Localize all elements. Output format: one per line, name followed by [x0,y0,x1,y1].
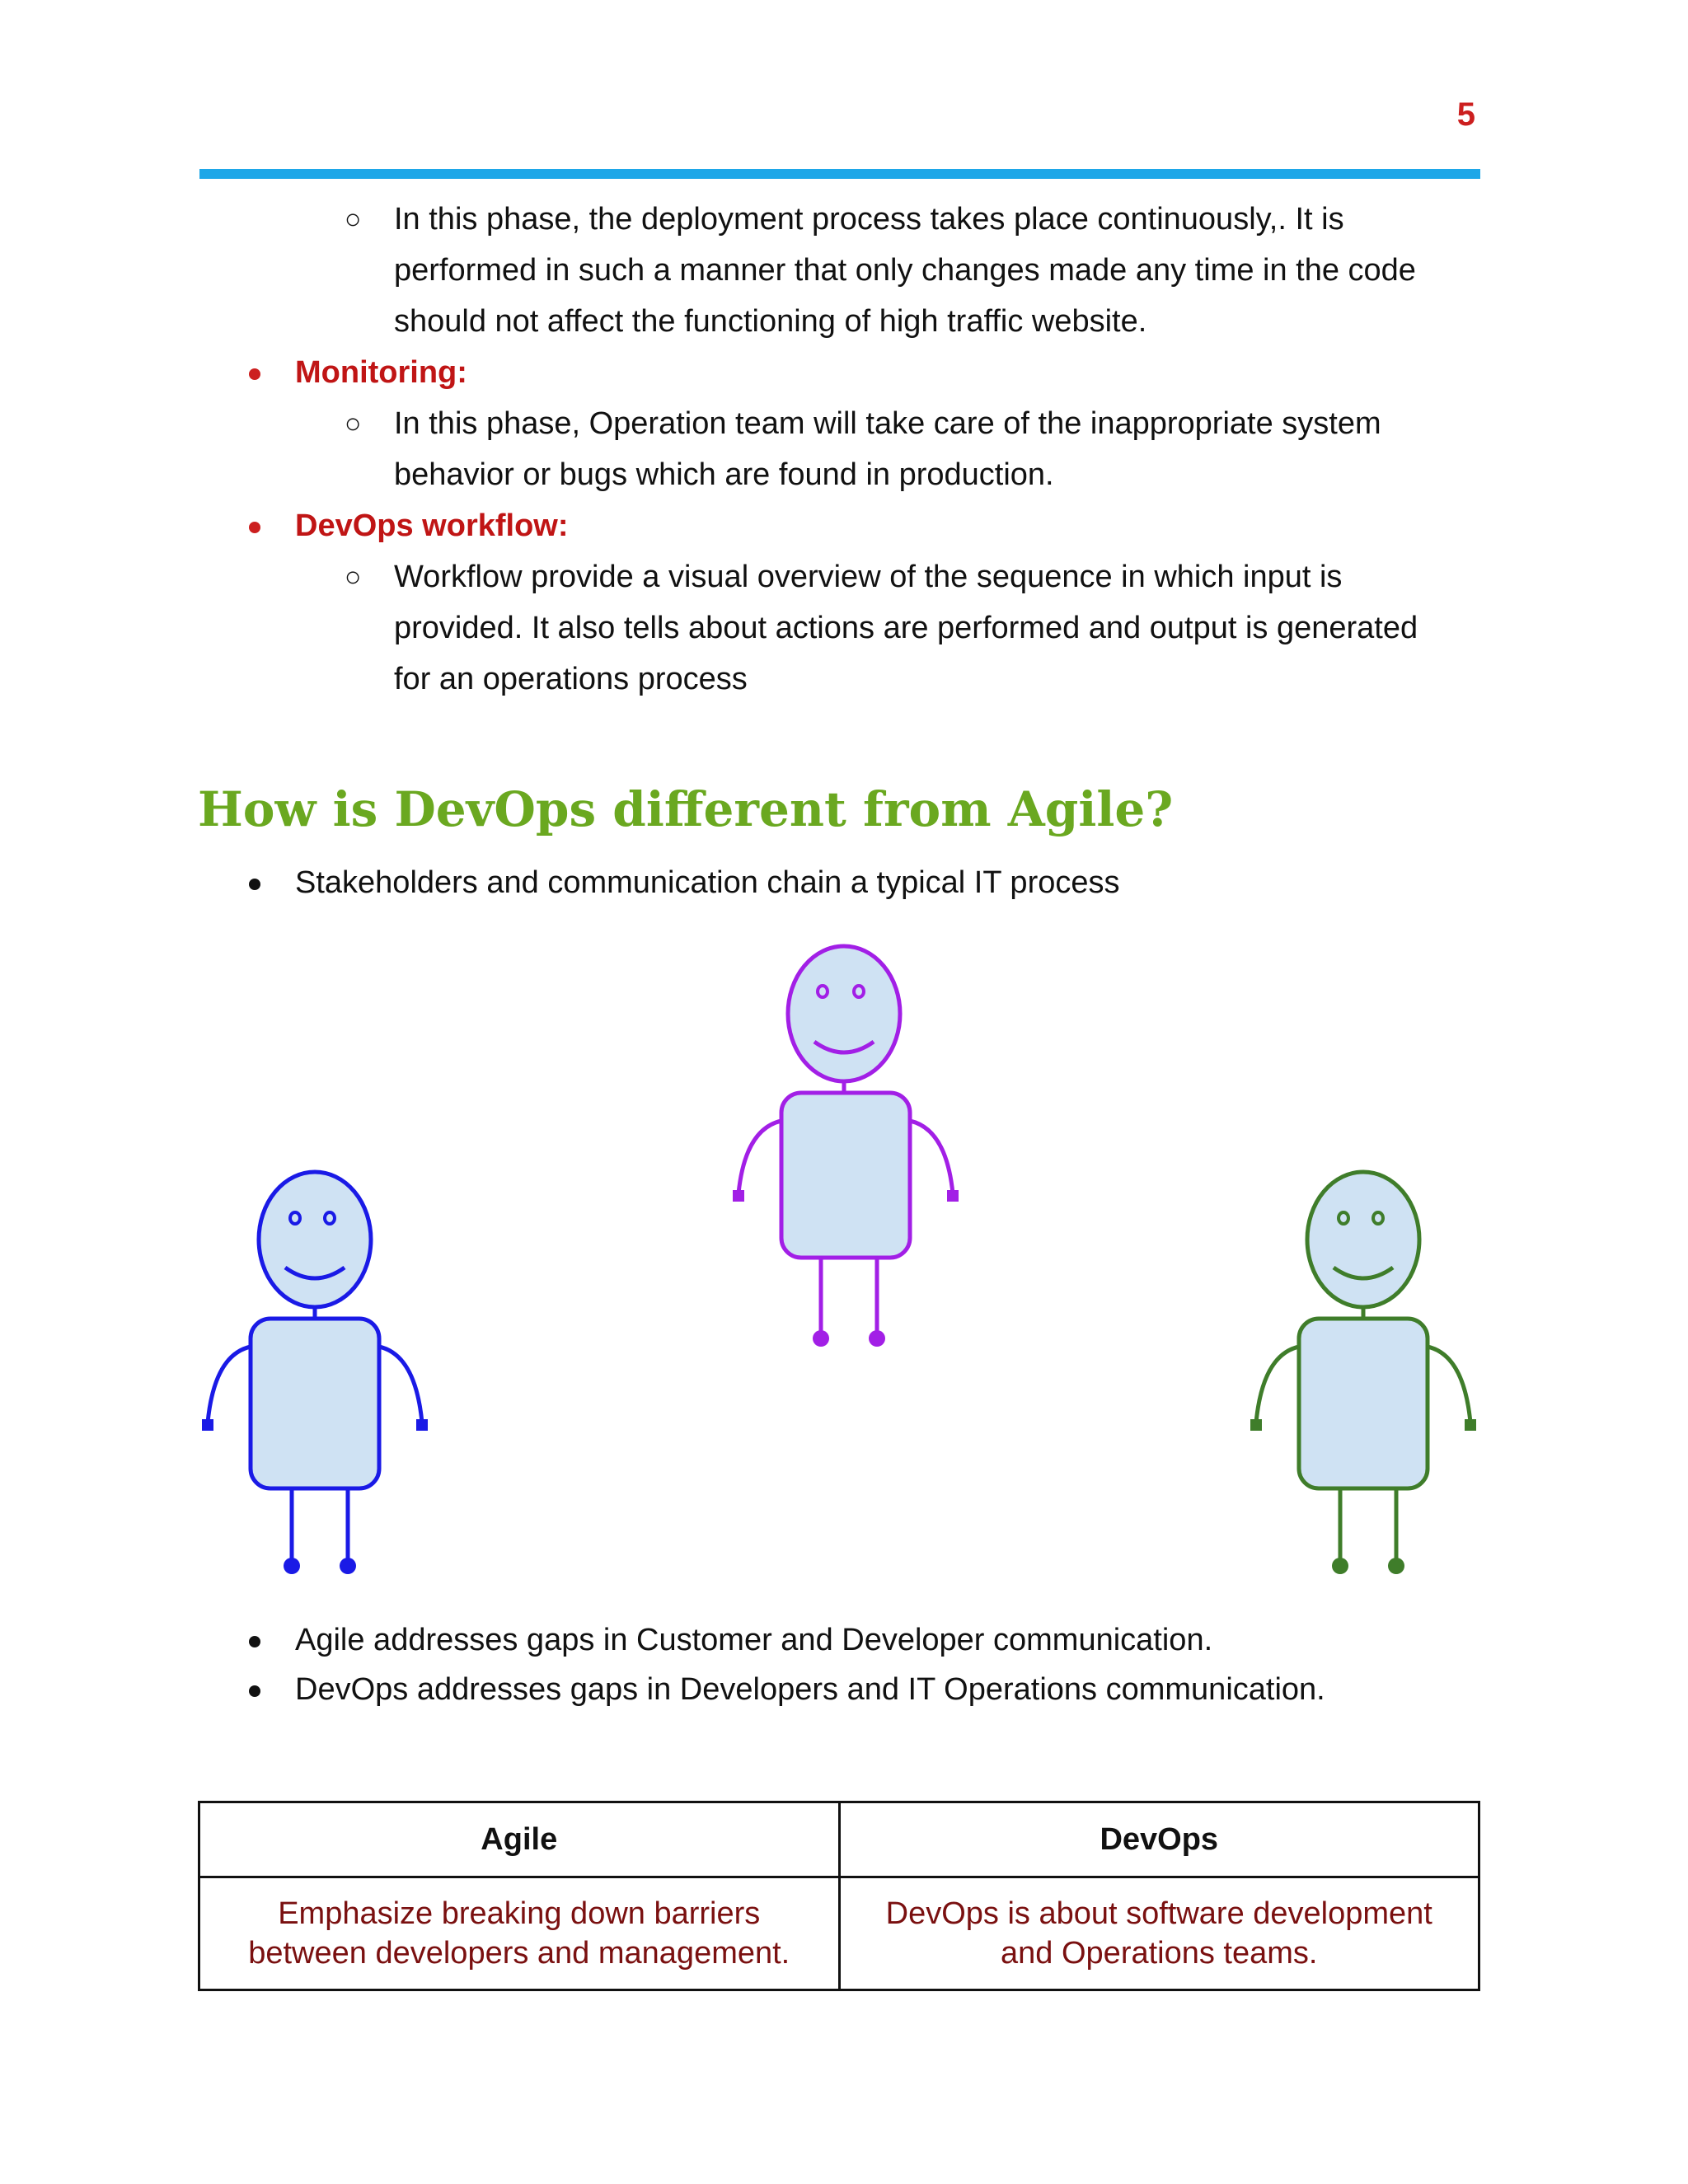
table-header-row [199,1802,1479,1877]
monitoring-line-2: behavior or bugs which are found in production. [394,457,1054,492]
workflow-heading: DevOps workflow: [295,509,569,543]
bullet-dot [249,522,260,533]
workflow-line-2: provided. It also tells about actions are performed and output is generated [394,611,1418,645]
stakeholder-figures [195,940,1493,1591]
deployment-line-1: In this phase, the deployment process takes place continuously,. It is [394,202,1344,237]
workflow-line-3: for an operations process [394,662,748,696]
devops-gap-bullet: DevOps addresses gaps in Developers and IT Operations communication. [295,1672,1325,1707]
right-person-head [1307,1172,1419,1307]
left-person-figure [202,1172,428,1574]
intro-bullet-text: Stakeholders and communication chain a typical IT process [295,865,1120,900]
center-person-body [781,1093,910,1258]
header-devops: DevOps [839,1802,1479,1877]
agile-gap-bullet: Agile addresses gaps in Customer and Developer communication. [295,1623,1213,1657]
header-rule [199,169,1480,179]
cell-devops: DevOps is about software development and Operations teams. [839,1877,1479,1990]
monitoring-heading: Monitoring: [295,355,467,390]
cell-agile: Emphasize breaking down barriers between developers and management. [199,1877,840,1990]
page-number: 5 [1456,96,1475,133]
sub-bullet-marker: ○ [345,204,362,235]
right-person-body [1299,1319,1428,1488]
bullet-dot [249,1636,260,1647]
bullet-dot [249,368,260,380]
workflow-line-1: Workflow provide a visual overview of the sequence in which input is [394,560,1343,594]
right-person-figure [1250,1172,1476,1574]
sub-bullet-marker: ○ [345,408,362,439]
bullet-dot [249,1685,260,1697]
header-agile: Agile [199,1802,840,1877]
left-person-head [259,1172,371,1307]
section-title: How is DevOps different from Agile? [198,781,1174,837]
left-person-body [251,1319,379,1488]
table-row [199,1877,1479,1990]
center-person-head [788,946,900,1081]
center-person-figure [733,946,959,1347]
monitoring-line-1: In this phase, Operation team will take care of the inappropriate system [394,406,1381,441]
sub-bullet-marker: ○ [345,561,362,593]
agile-devops-table [198,1801,1480,1991]
bullet-dot [249,879,260,890]
deployment-line-2: performed in such a manner that only changes made any time in the code [394,253,1416,288]
deployment-line-3: should not affect the functioning of high traffic website. [394,304,1147,339]
